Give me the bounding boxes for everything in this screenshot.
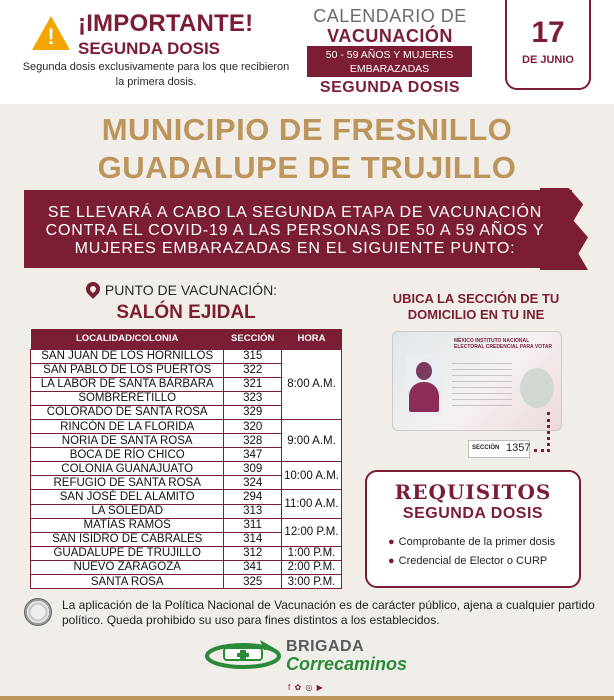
footer-border	[0, 696, 614, 700]
municipio-title: MUNICIPIO DE FRESNILLO	[101, 112, 513, 147]
table-row	[31, 575, 342, 589]
cell-localidad: SOMBRERETILLO	[31, 391, 224, 405]
cell-localidad: SAN JOSÉ DEL ALAMITO	[31, 490, 224, 504]
cell-localidad: SAN PABLO DE LOS PUERTOS	[31, 363, 224, 377]
requisito-item	[388, 536, 578, 548]
calendar-title: CALENDARIO DE	[313, 6, 467, 26]
importante-title: ¡IMPORTANTE!	[78, 10, 254, 37]
cell-seccion: 325	[224, 575, 282, 589]
localidad-title: GUADALUPE DE TRUJILLO	[97, 150, 517, 185]
cell-localidad: SAN JUAN DE LOS HORNILLOS	[31, 349, 224, 363]
table-row	[31, 349, 342, 363]
cell-seccion: 313	[224, 504, 282, 518]
cell-hora: 10:00 A.M.	[282, 462, 342, 490]
cell-seccion: 347	[224, 448, 282, 462]
warning-exclamation: !	[47, 24, 55, 49]
cell-localidad: NUEVO ZARAGOZA	[31, 560, 224, 574]
cell-seccion: 320	[224, 419, 282, 433]
table-row	[31, 518, 342, 532]
requisito-text: Comprobante de la primer dosis	[398, 536, 556, 548]
header-seccion: SECCIÓN	[224, 329, 282, 349]
cell-seccion: 329	[224, 405, 282, 419]
header-hora: HORA	[282, 329, 342, 349]
ine-institution: INSTITUTO NACIONAL ELECTORAL CREDENCIAL PARA VOTAR	[454, 338, 552, 350]
table-row	[31, 419, 342, 433]
ine-text-lines	[452, 358, 512, 408]
calendar-age-box: 50 - 59 AÑOS Y MUJERES EMBARAZADAS	[307, 46, 472, 77]
cell-localidad: LA SOLEDAD	[31, 504, 224, 518]
cell-seccion: 321	[224, 377, 282, 391]
cell-hora: 2:00 P.M.	[282, 560, 342, 574]
requisitos-title: REQUISITOS	[394, 480, 552, 504]
cell-hora: 11:00 A.M.	[282, 490, 342, 518]
cell-localidad: MATÍAS RAMOS	[31, 518, 224, 532]
cell-seccion: 322	[224, 363, 282, 377]
ine-card-header	[454, 338, 552, 350]
cell-localidad: COLORADO DE SANTA ROSA	[31, 405, 224, 419]
importante-note: Segunda dosis exclusivamente para los que recibieron la primera dosis.	[22, 61, 290, 88]
ine-country: MÉXICO	[454, 338, 474, 344]
cell-seccion: 309	[224, 462, 282, 476]
cell-hora: 8:00 A.M.	[282, 349, 342, 419]
cell-localidad: SANTA ROSA	[31, 575, 224, 589]
schedule-table	[30, 329, 342, 589]
legal-notice: La aplicación de la Política Nacional de Vacunación es de carácter público, ajena a cualquier partido político. Queda prohibido su uso para fines distintos a los establecidos.	[62, 598, 595, 627]
table-row	[31, 462, 342, 476]
cell-localidad: REFUGIO DE SANTA ROSA	[31, 476, 224, 490]
announcement-text: SE LLEVARÁ A CABO LA SEGUNDA ETAPA DE VACUNACIÓN CONTRA EL COVID-19 A LAS PERSONAS DE 50 A 59 AÑOS Y MUJERES EMBARAZADAS EN EL SIGUIENTE PUNTO:	[45, 204, 545, 257]
header-localidad: LOCALIDAD/COLONIA	[31, 329, 224, 349]
ine-photo-head	[416, 362, 432, 380]
ine-photo-body	[409, 382, 439, 412]
calendar-segunda-dosis: SEGUNDA DOSIS	[319, 79, 461, 96]
cell-localidad: RINCÓN DE LA FLORIDA	[31, 419, 224, 433]
requisitos-subtitle: SEGUNDA DOSIS	[402, 505, 544, 522]
brigada-logo-icon	[204, 634, 282, 674]
cell-localidad: SAN ISIDRO DE CABRALES	[31, 532, 224, 546]
national-seal-icon	[24, 598, 52, 626]
cell-seccion: 315	[224, 349, 282, 363]
cell-localidad: NORIA DE SANTA ROSA	[31, 434, 224, 448]
bullet-icon: ●	[388, 536, 395, 548]
cell-seccion: 341	[224, 560, 282, 574]
punto-label: PUNTO DE VACUNACIÓN:	[104, 282, 278, 298]
seccion-label: SECCIÓN	[472, 445, 500, 451]
cell-seccion: 294	[224, 490, 282, 504]
requisito-item	[388, 555, 578, 567]
date-month: DE JUNIO	[522, 54, 574, 66]
cell-hora: 1:00 P.M.	[282, 546, 342, 560]
brand-line-2: Correcaminos	[286, 654, 408, 674]
ine-title: UBICA LA SECCIÓN DE TU DOMICILIO EN TU INE	[392, 291, 560, 322]
cell-localidad: COLONIA GUANAJUATO	[31, 462, 224, 476]
cell-seccion: 312	[224, 546, 282, 560]
table-header-row	[31, 329, 342, 349]
cell-seccion: 314	[224, 532, 282, 546]
requisito-text: Credencial de Elector o CURP	[398, 555, 548, 567]
calendar-vacunacion: VACUNACIÓN	[327, 26, 453, 46]
date-day: 17	[531, 16, 565, 49]
bullet-icon: ●	[388, 555, 395, 567]
cell-hora: 12:00 P.M.	[282, 518, 342, 546]
brand-line-1: BRIGADA	[286, 638, 365, 655]
seccion-pointer	[534, 412, 550, 452]
seccion-value: 1357	[506, 442, 531, 454]
table-row	[31, 490, 342, 504]
importante-subtitle: SEGUNDA DOSIS	[78, 39, 221, 58]
cell-hora: 9:00 A.M.	[282, 419, 342, 461]
cell-localidad: LA LABOR DE SANTA BÁRBARA	[31, 377, 224, 391]
table-row	[31, 560, 342, 574]
punto-name: SALÓN EJIDAL	[116, 302, 256, 323]
ine-ghost-image	[520, 368, 554, 408]
cell-localidad: GUADALUPE DE TRUJILLO	[31, 546, 224, 560]
cell-seccion: 311	[224, 518, 282, 532]
cell-seccion: 323	[224, 391, 282, 405]
table-row	[31, 546, 342, 560]
cell-seccion: 328	[224, 434, 282, 448]
cell-seccion: 324	[224, 476, 282, 490]
social-icons: f ✿ ◎ ▶	[288, 683, 324, 692]
cell-hora: 3:00 P.M.	[282, 575, 342, 589]
cell-localidad: BOCA DE RÍO CHICO	[31, 448, 224, 462]
